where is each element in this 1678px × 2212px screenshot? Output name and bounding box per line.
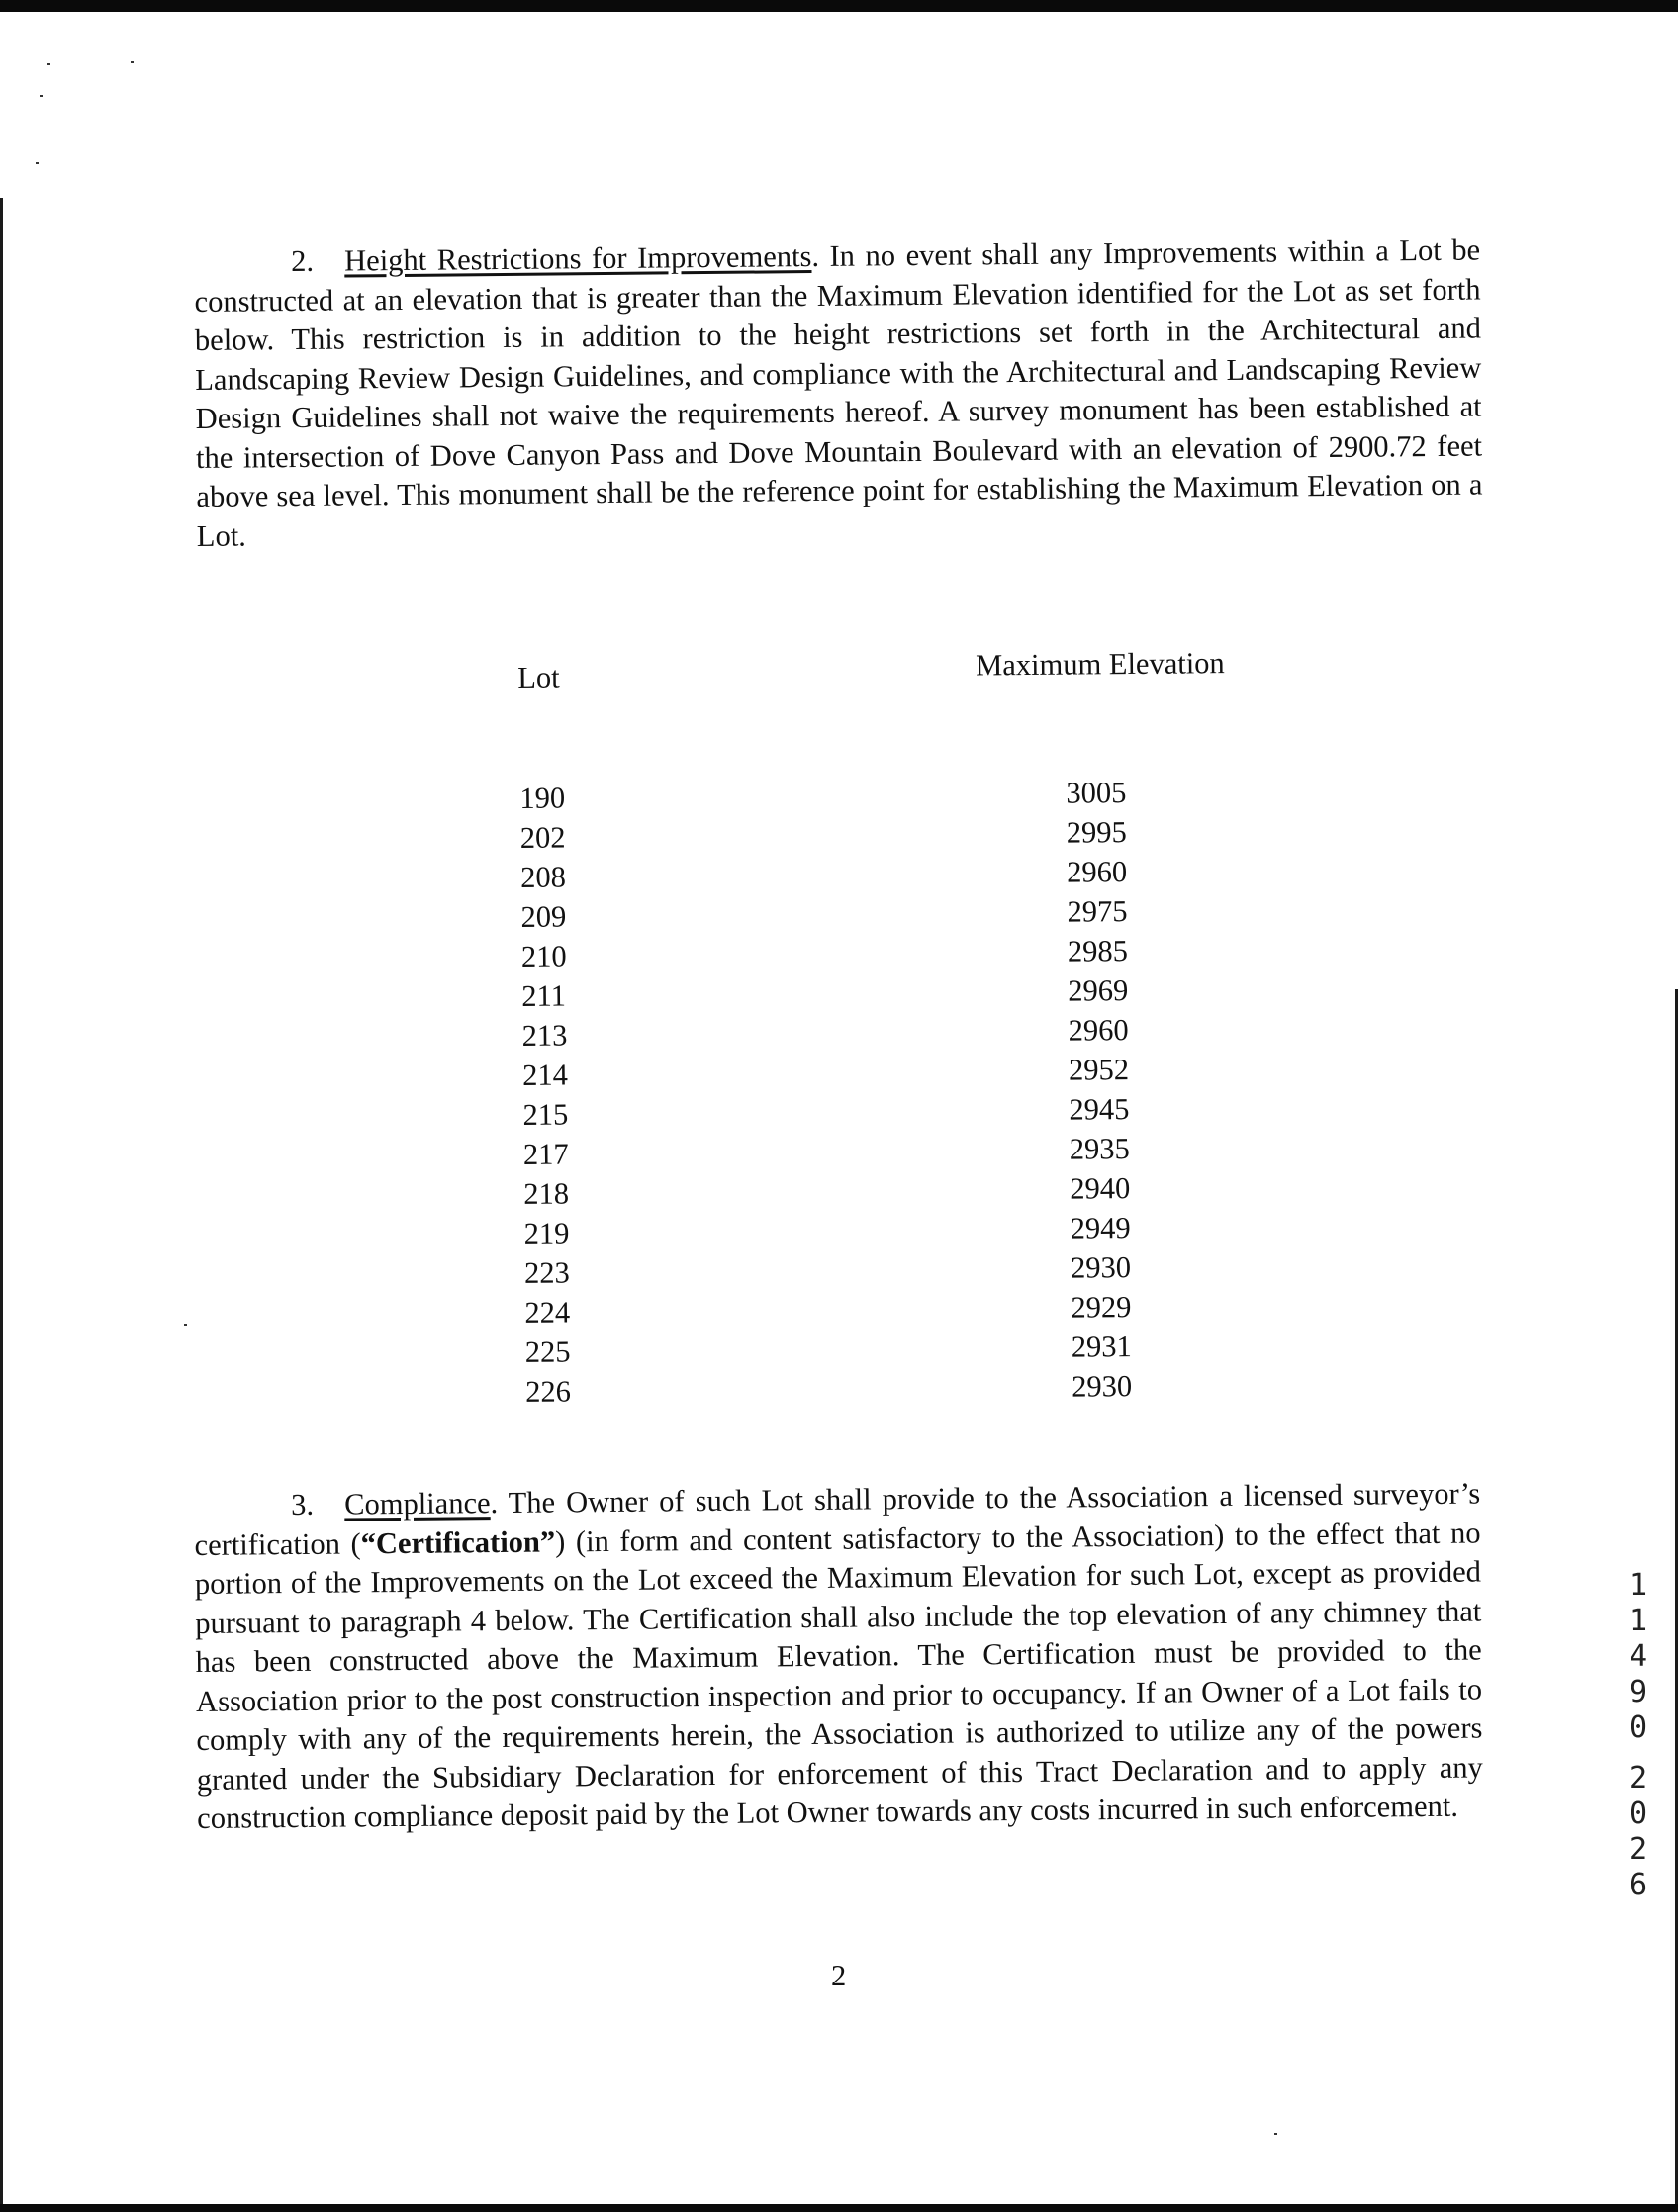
elevation-cell: 2949	[1070, 1211, 1131, 1245]
paragraph-2-title: Height Restrictions for Improvements	[344, 239, 812, 278]
paragraph-2	[194, 231, 1483, 556]
stamp-digit: 9	[1629, 1675, 1648, 1709]
elevation-column-header: Maximum Elevation	[975, 646, 1225, 683]
elevation-cell: 2985	[1067, 934, 1129, 968]
stamp-digit: 2	[1629, 1832, 1648, 1867]
scan-speck	[47, 63, 50, 65]
certification-term: “Certification”	[360, 1523, 556, 1560]
stamp-digit: 0	[1629, 1710, 1648, 1745]
stamp-digit: 2	[1629, 1761, 1648, 1796]
lot-cell: 209	[520, 899, 567, 934]
elevation-cell: 2969	[1068, 973, 1129, 1008]
stamp-digit: 6	[1629, 1868, 1648, 1902]
paragraph-2-text: . In no event shall any Improvements within a Lot be constructed at an elevation that is greater than the Maximum Elevation identified for the Lot as set forth below. This restriction is in addition to the height restrictions set forth in the Architectural and Landscaping Review Design Guidelines, and compliance with the Architectural and Landscaping Review Design Guidelines shall not waive the requirements hereof. A survey monument has been established at the intersection of Dove Canyon Pass and Dove Mountain Boulevard with an elevation of 2900.72 feet above sea level. This monument shall be the reference point for establishing the Maximum Elevation on a Lot.	[194, 232, 1483, 553]
scan-bottom-edge	[0, 2204, 1678, 2212]
scan-speck	[131, 61, 134, 63]
elevation-cell: 2940	[1070, 1171, 1131, 1206]
page-number: 2	[831, 1959, 847, 1992]
lot-cell: 214	[521, 1058, 569, 1092]
lot-cell: 208	[520, 860, 567, 894]
lot-cell: 211	[521, 978, 567, 1013]
paragraph-3	[194, 1475, 1483, 1839]
paragraph-3-text-a: . The Owner of such Lot shall provide to the Association a licensed surveyor’s certification (	[194, 1476, 1481, 1562]
elevation-cell: 2960	[1068, 1013, 1129, 1048]
stamp-digit: 1	[1629, 1568, 1648, 1603]
scan-speck	[40, 95, 43, 97]
elevation-cell: 2931	[1071, 1330, 1132, 1364]
lot-cell: 213	[521, 1018, 568, 1053]
lot-cell: 217	[522, 1137, 569, 1171]
stamp-digit: 1	[1629, 1604, 1648, 1638]
lot-cell: 219	[523, 1216, 570, 1250]
elevation-cell: 2960	[1066, 855, 1128, 889]
lot-cell: 223	[523, 1255, 570, 1290]
paragraph-2-number: 2.	[291, 243, 315, 279]
lot-cell: 225	[524, 1335, 571, 1369]
lot-cell: 202	[519, 820, 566, 855]
elevation-cell: 2935	[1069, 1132, 1131, 1166]
elevation-cell: 2945	[1069, 1092, 1130, 1127]
elevation-cell: 3005	[1066, 776, 1127, 810]
lot-column-header: Lot	[517, 660, 560, 694]
lot-cell: 190	[519, 781, 566, 815]
recording-stamp-top	[1619, 1568, 1658, 1746]
scan-left-edge	[0, 198, 3, 2212]
paragraph-3-number: 3.	[291, 1487, 315, 1522]
elevation-cell: 2929	[1071, 1290, 1132, 1325]
elevation-cell: 2975	[1067, 894, 1128, 929]
elevation-cell: 2995	[1066, 815, 1127, 850]
recording-stamp-bottom	[1619, 1761, 1658, 1903]
elevation-cell: 2952	[1068, 1053, 1130, 1087]
paragraph-3-text-b: ) (in form and content satisfactory to the Association) to the effect that no portion of the Improvements on the Lot exceed the Maximum Elevation for such Lot, except as provided pursuant to paragraph 4 below. The Certification shall also include the top elevation of any chimney that has been constructed above the Maximum Elevation. The Certification must be provided to the Association prior to the post construction inspection and prior to occupancy. If an Owner of a Lot fails to comply with any of the requirements herein, the Association is authorized to utilize any of the powers granted under the Subsidiary Declaration for enforcement of this Tract Declaration and to apply any construction compliance deposit paid by the Lot Owner towards any costs incurred in such enforcement.	[194, 1516, 1483, 1835]
stamp-digit: 4	[1629, 1639, 1648, 1674]
lot-cell: 224	[524, 1295, 571, 1330]
stamp-digit: 0	[1629, 1797, 1648, 1831]
paragraph-3-title: Compliance	[344, 1486, 491, 1521]
scan-top-edge	[0, 0, 1678, 12]
lot-cell: 218	[523, 1176, 570, 1211]
elevation-cell: 2930	[1071, 1369, 1133, 1404]
elevation-cell: 2930	[1070, 1250, 1132, 1285]
lot-cell: 210	[520, 939, 567, 973]
scan-speck	[36, 162, 39, 164]
lot-cell: 226	[525, 1374, 572, 1409]
lot-cell: 215	[522, 1097, 569, 1132]
scan-speck	[1274, 2133, 1277, 2135]
